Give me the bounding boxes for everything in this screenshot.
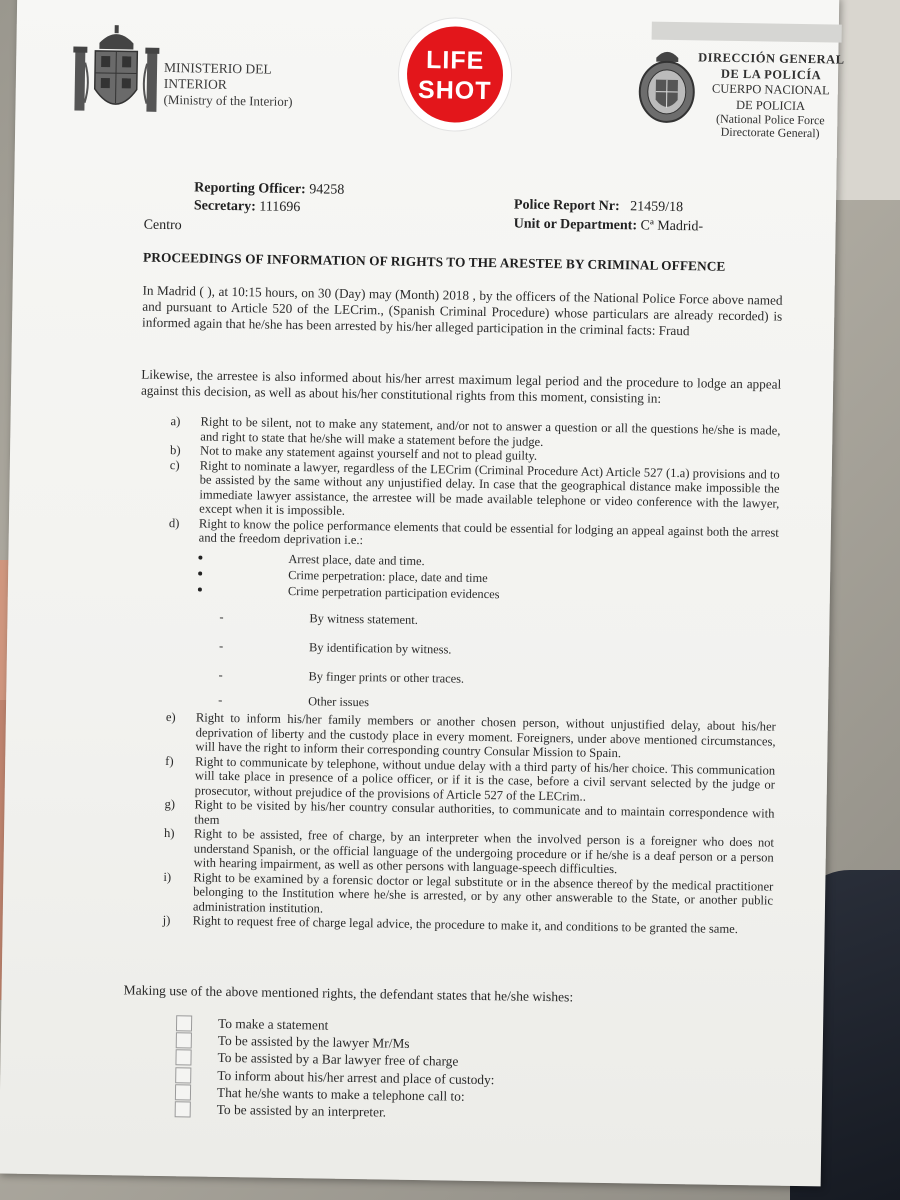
option-label: To be assisted by a Bar lawyer free of charge [217, 1050, 459, 1070]
secretary-label: Secretary: [193, 198, 256, 215]
right-marker: b) [169, 443, 181, 458]
bullet-icon [198, 556, 202, 560]
rights-list-2 [163, 710, 776, 937]
checkbox[interactable] [175, 1050, 191, 1066]
right-marker: g) [164, 797, 176, 812]
right-text: Right to be silent, not to make any statement, and/or not to answer a question or all the questions he/she is made, and right to state that he/she will make a statement before the judge. [200, 414, 781, 449]
lifeshot-logo [398, 18, 512, 132]
evidence-text: Other issues [308, 694, 370, 710]
right-text: Right to be assisted, free of charge, by an interpreter when the involved person is a foreigner who does not understand Spanish, or the official language of the undergoing procedure or if he/she is a deaf person or a person with hearing impairment, as well as other persons with language-speech difficulties. [193, 826, 775, 877]
intro-paragraph-2: Likewise, the arrestee is also informed about his/her arrest maximum legal period and the procedure to lodge an appeal against this decision, as well as about his/her constitutional rights from this moment, consisting in: [140, 366, 782, 406]
arrest-elements-list [198, 550, 500, 603]
reporting-officer [194, 179, 344, 198]
dg-line-1: DIRECCIÓN GENERAL [698, 50, 845, 67]
right-text: Right to be examined by a forensic doctor or legal substitute or in the absence thereof by the medical practitioner belonging to the Institution where he/she is arrested, or by any other answerable to the State, or another public administration institution. [192, 869, 774, 916]
checkbox[interactable] [176, 1032, 192, 1048]
right-text: Right to nominate a lawyer, regardless of the LECrim (Criminal Procedure Act) Article 527 (1.a) provisions and to be assisted by the same without any unjustified delay. In case that the geographical distance make impossible the immediate lawyer assistance, the arrestee will be made available telephone or video conference with the lawyer, except when it is impossible. [199, 458, 780, 518]
right-text: Right to inform his/her family members or another chosen person, without unjustified delay, about his/her deprivation of liberty and the custody place in every moment. Foreigners, under above mentioned circumstances, will have the right to inform their corresponding country Consular Mission to Spain. [195, 710, 776, 761]
checkbox[interactable] [175, 1067, 191, 1083]
option-label: To make a statement [217, 1015, 329, 1033]
spanish-coat-of-arms-icon [70, 22, 162, 123]
right-marker: f) [165, 753, 174, 768]
dash-marker: - [218, 638, 224, 653]
document-title: PROCEEDINGS OF INFORMATION OF RIGHTS TO THE ARESTEE BY CRIMINAL OFFENCE [142, 249, 726, 274]
right-text: Right to communicate by telephone, without undue delay with a third party of his/her choice. This communication will take place in presence of a police officer, or if it is the case, before a civil servant selected by the judge or prosecutor, without prejudice of the provisions of Article 527 of the LECrim.. [194, 754, 776, 804]
bullet-text: Crime perpetration: place, date and time [288, 567, 488, 586]
right-item-c [169, 458, 780, 526]
redaction-strip [652, 22, 842, 43]
bullet-icon [198, 588, 202, 592]
dg-line-2: DE LA POLICÍA [720, 66, 822, 82]
option-label: To be assisted by an interpreter. [216, 1101, 387, 1120]
right-marker: i) [163, 869, 172, 884]
right-text: Right to be visited by his/her country consular authorities, to communicate and to maintain correspondence with them [194, 797, 775, 827]
right-marker: e) [165, 710, 176, 725]
bullet-icon [198, 572, 202, 576]
bullet-text: Crime perpetration participation evidences [287, 583, 500, 602]
police-report-number [514, 196, 683, 216]
ministry-heading [163, 60, 293, 110]
checkbox[interactable] [175, 1084, 191, 1100]
checkbox[interactable] [175, 1101, 191, 1117]
checkbox[interactable] [176, 1015, 192, 1031]
unit-department [514, 215, 704, 235]
dash-marker: - [218, 667, 223, 682]
right-marker: c) [169, 457, 180, 472]
unit-department-label: Unit or Department: [513, 216, 638, 234]
dash-marker: - [219, 609, 224, 624]
right-marker: j) [162, 913, 171, 928]
rights-list-1 [169, 414, 781, 554]
logo-text-life: LIFE [425, 46, 485, 75]
dg-line-3: CUERPO NACIONAL [711, 81, 830, 98]
right-marker: h) [163, 826, 175, 841]
reporting-officer-value: 94258 [309, 182, 345, 198]
dg-line-5: (National Police Force [715, 111, 825, 128]
dg-line-4: DE POLICIA [735, 97, 806, 113]
unit-department-value: Cª Madrid- [640, 218, 704, 235]
right-text: Not to make any statement against yourself and not to plead guilty. [199, 443, 538, 463]
lifeshot-logo-badge [406, 26, 503, 123]
ministry-name-2: INTERIOR [163, 75, 227, 92]
defendant-options [175, 1014, 495, 1120]
police-report-number-label: Police Report Nr: [513, 197, 620, 215]
dash-marker: - [218, 692, 223, 707]
bullet-item [198, 582, 500, 603]
ministry-name: MINISTERIO DEL [163, 59, 272, 77]
reporting-officer-label: Reporting Officer: [194, 180, 306, 198]
evidence-text: By identification by witness. [308, 640, 452, 657]
centro: Centro [143, 217, 182, 234]
option-label: That he/she wants to make a telephone call to: [216, 1084, 465, 1104]
closing-statement: Making use of the above mentioned rights, the defendant states that he/she wishes: [123, 982, 574, 1005]
right-text: Right to request free of charge legal advice, the procedure to make it, and conditions to be granted the same. [192, 913, 739, 937]
police-emblem-icon [635, 45, 698, 126]
right-marker: d) [168, 515, 180, 530]
police-report-number-value: 21459/18 [630, 199, 684, 216]
right-marker: a) [170, 414, 181, 429]
bullet-text: Arrest place, date and time. [288, 551, 425, 569]
evidence-text: By witness statement. [309, 611, 418, 627]
right-text: Right to know the police performance elements that could be essential for lodging an appeal against both the arrest and the freedom deprivation i.e.: [198, 516, 779, 548]
evidence-text: By finger prints or other traces. [308, 669, 465, 686]
ministry-translation: (Ministry of the Interior) [163, 91, 293, 109]
police-directorate-heading [695, 50, 846, 140]
secretary-value: 111696 [259, 199, 301, 216]
dg-line-6: Directorate General) [720, 124, 820, 141]
intro-paragraph: In Madrid ( ), at 10:15 hours, on 30 (Day) may (Month) 2018 , by the officers of the National Police Force above named and pursuant to Article 520 of the LECrim., (Spanish Criminal Procedure) whose particulars are already recorded) is informed again that he/she has been arrested by his/her alleged participation in the criminal facts: Fraud [141, 282, 783, 339]
logo-text-shot: SHOT [417, 75, 492, 106]
secretary [194, 197, 301, 216]
option-label: To inform about his/her arrest and place of custody: [217, 1067, 495, 1087]
option-label: To be assisted by the lawyer Mr/Ms [217, 1033, 410, 1052]
